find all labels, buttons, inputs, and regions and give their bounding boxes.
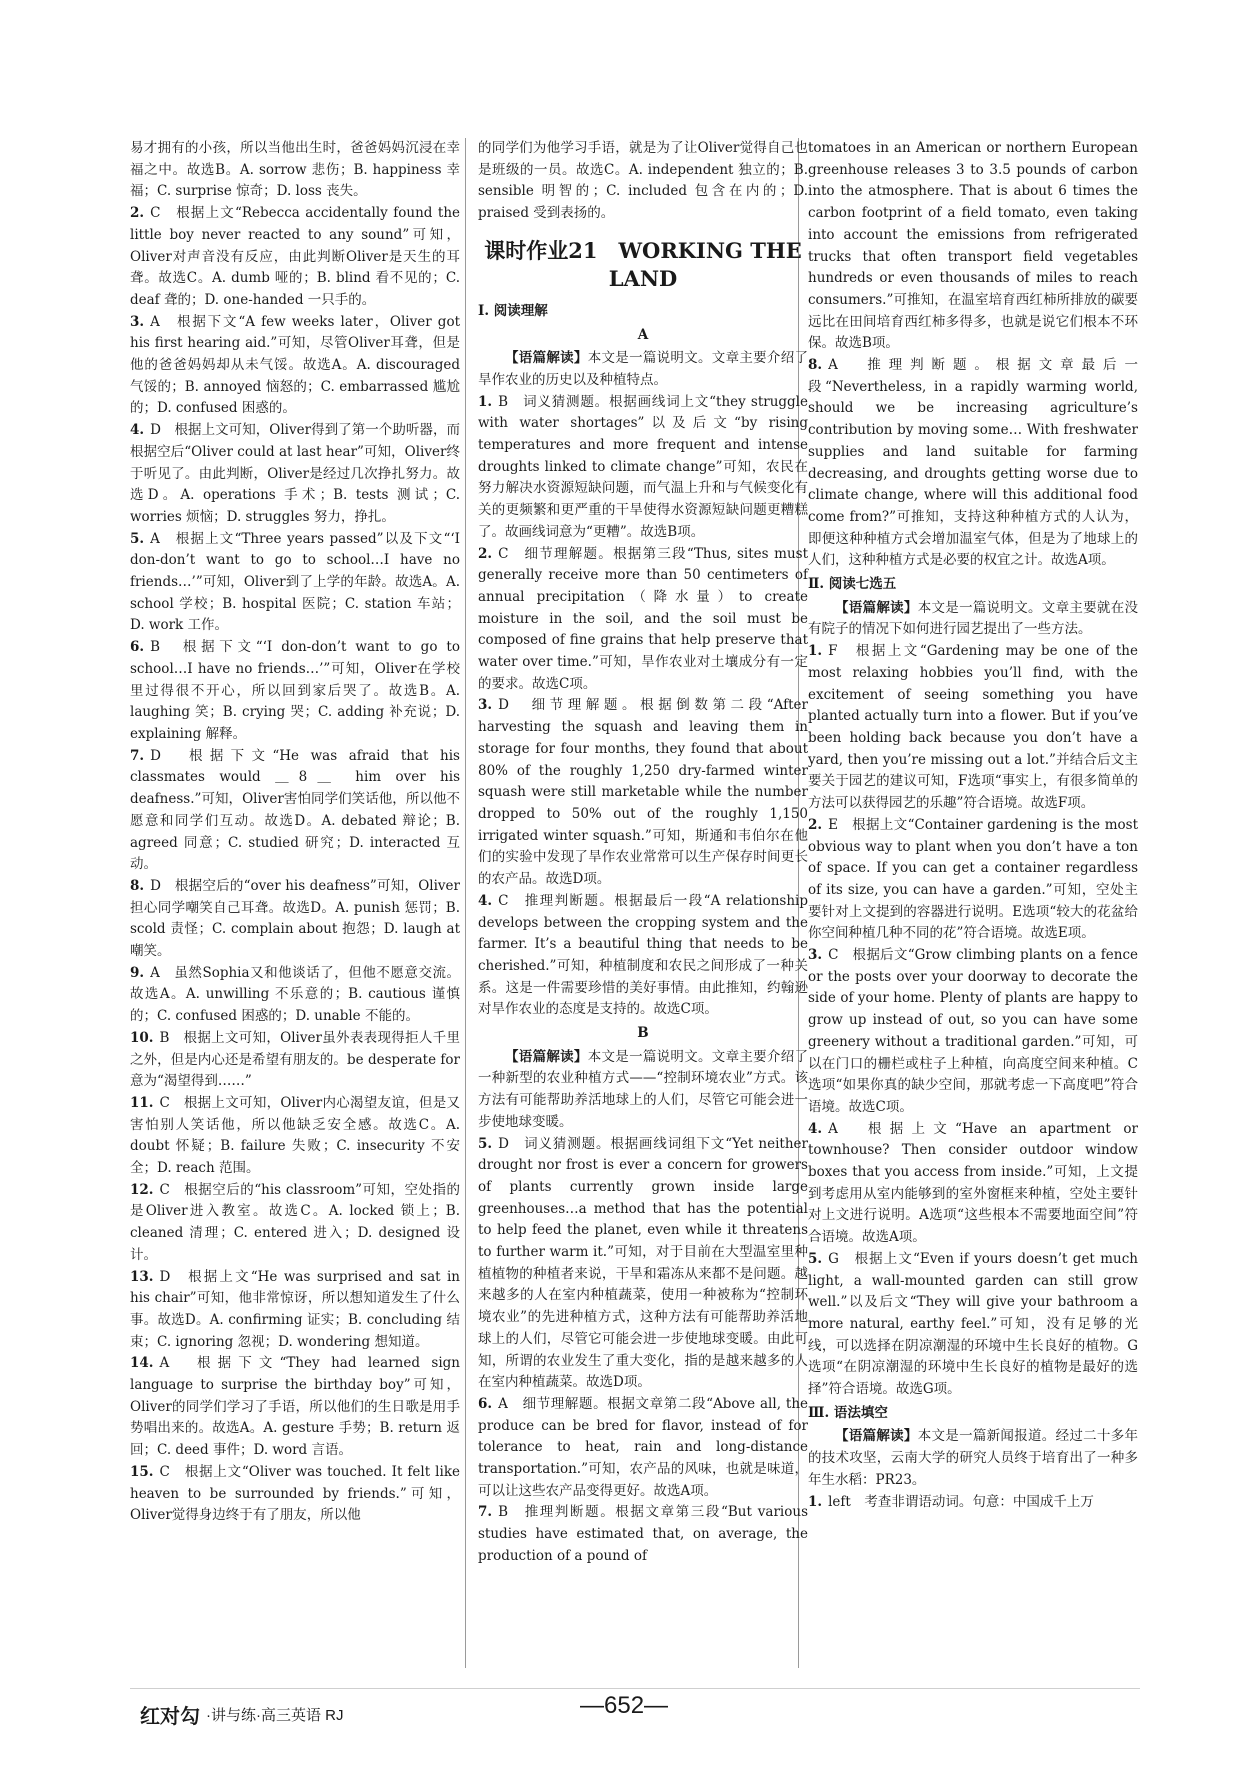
answer-explanation: B 推理判断题。根据文章第三段“But various studies have estimated that, on average, the production of a pound of [478,1504,808,1564]
answer-item [130,1267,460,1354]
answer-number: 8. [130,877,145,894]
passage-summary [808,1426,1138,1491]
answer-item [130,203,460,312]
answer-explanation: A 根据下文“They had learned sign language to surprise the birthday boy”可知，Oliver的同学们学习了手语，所以他们的生日歌是用手势唱出来的。故选A。A. gesture 手势；B. return 返回；C. deed 事件；D. word 言语。 [130,1355,460,1459]
answer-number: 7. [478,1504,493,1521]
answer-number: 1. [808,1493,823,1510]
passage-summary [478,1047,808,1134]
answer-number: 1. [478,393,493,410]
answer-explanation: E 根据上文“Container gardening is the most obvious way to plant when you don’t have a ton of space. If you can get a container regardless of its size, you can have a garden.”可知，空处主要针对上文提到的容器进行说明。E选项“较大的花盆给你空间种植几种不同的花”符合语境。故选E项。 [808,816,1138,942]
answer-explanation: B 词义猜测题。根据画线词上文“they struggle with water shortages”以及后文“by rising temperatures and more frequent and intense droughts linked to climate change”可知，农民在努力解决水资源短缺问题，而气温上升和与气候变化有关的更频繁和更严重的干旱使得水资源短缺问题更糟糕了。故画线词意为“更糟”。故选B项。 [478,393,808,540]
answer-explanation: A 推理判断题。根据文章最后一段“Nevertheless, in a rapidly warming world, should we be increasing agriculture’s contribution by moving some… With freshwater supplies and land suitable for farming decreasing, and droughts getting worse due to climate change, where will this additional food come from?”可推知，支持这种种植方式的人认为，即便这种种植方式会增加温室气体，但是为了地球上的人们，这种种植方式是必要的权宜之计。故选A项。 [808,357,1138,569]
answer-explanation: F 根据上文“Gardening may be one of the most relaxing hobbies you’ll find, with the excitement of seeing something you have planted actually turn into a flower. But if you’ve been holding back because you don’t have a yard, then you’re missing out a lot.”并结合后文主要关于园艺的建议可知，F选项“事实上，有很多简单的方法可以获得园艺的乐趣”符合语境。故选F项。 [808,643,1138,812]
summary-tag: 【语篇解读】 [505,1048,588,1065]
summary-text: 本文是一篇说明文。文章主要介绍了一种新型的农业种植方式——“控制环境农业”方式。该方法有可能帮助养活地球上的人们，尽管它可能会进一步使地球变暖。 [478,1048,809,1130]
passage-summary [478,348,808,391]
answer-explanation: A 根据上文“Have an apartment or townhouse? Then consider outdoor window boxes that you access from inside.”可知，上文提到考虑用从室内能够到的室外窗框来种植，空处主要针对上文进行说明。A选项“这些根本不需要地面空间”符合语境。故选A项。 [808,1120,1138,1246]
answer-explanation: B 根据上文可知，Oliver虽外表表现得拒人千里之外，但是内心还是希望有朋友的。be desperate for 意为“渴望得到……” [130,1029,460,1090]
answer-explanation: C 根据空后的“his classroom”可知，空处指的是Oliver进入教室。故选C。A. locked 锁上；B. cleaned 清理；C. entered 进入；D. designed 设计。 [130,1181,460,1263]
answer-number: 2. [130,205,145,222]
passage-label: A [637,326,649,343]
section-heading: Ⅲ. 语法填空 [808,1404,888,1421]
answer-explanation: G 根据上文“Even if yours doesn’t get much light, a wall-mounted garden can still grow well.”以及后文“They will give your bathroom a more natural, earthy feel.”可知，没有足够的光线，可以选择在阴凉潮湿的环境中生长良好的植物。G选项“在阴凉潮湿的环境中生长良好的植物是最好的选择”符合语境。故选G项。 [808,1250,1138,1398]
answer-explanation: D 根据下文“He was afraid that his classmates would ＿8＿ him over his deafness.”可知，Oliver害怕同学们笑话他，所以他不愿意和同学们互动。故选D。A. debated 辩论；B. agreed 同意；C. studied 研究；D. interacted 互动。 [130,747,460,873]
answer-item [478,392,808,544]
answer-explanation: D 根据上文可知，Oliver得到了第一个助听器，而根据空后“Oliver could at last hear”可知，Oliver终于听见了。由此判断，Oliver是经过几次挣扎努力。故选D。A. operations 手术；B. tests 测试；C. worries 烦恼；D. struggles 努力，挣扎。 [130,422,460,525]
answer-number: 14. [130,1355,154,1372]
answer-number: 3. [478,697,493,714]
answer-explanation: A 细节理解题。根据文章第二段“Above all, the produce can be bred for flavor, instead of for tolerance to heat, rain and long-distance transportation.”可知，农产品的风味，也就是味道，可以让这些农产品变得更好。故选A项。 [478,1395,808,1499]
answer-number: 11. [130,1094,154,1111]
answer-explanation: C 根据上文“Rebecca accidentally found the little boy never reacted to any sound”可知，Oliver对声音没有反应，由此判断Oliver是天生的耳聋。故选C。A. dumb 哑的；B. blind 看不见的；C. deaf 聋的；D. one-handed 一只手的。 [130,205,460,308]
answer-item [808,945,1138,1119]
answer-number: 8. [808,357,823,374]
page-footer [140,1700,344,1729]
section-heading: Ⅰ. 阅读理解 [478,302,548,319]
answer-item [478,544,808,696]
summary-tag: 【语篇解读】 [505,350,588,367]
answer-explanation: C 细节理解题。根据第三段“Thus, sites must generally receive more than 50 centimeters of annual precipitation（降水量）to create moisture in the soil, and the soil must be composed of fine grains that help preserve that water over time.”可知，旱作农业对土壤成分有一定的要求。故选C项。 [478,545,808,692]
answer-item [130,529,460,638]
answer-explanation: D 根据空后的“over his deafness”可知，Oliver担心同学嘲笑自己耳聋。故选D。A. punish 惩罚；B. scold 责怪；C. complain about 抱怨；D. laugh at 嘲笑。 [130,877,460,960]
answer-item [808,1119,1138,1249]
answer-item [478,1394,808,1503]
answer-item [130,746,460,876]
answer-number: 13. [130,1268,154,1285]
answer-explanation: B 根据下文“‘I don-don’t want to go to school…I have no friends…’”可知，Oliver在学校里过得很不开心，所以回到家后哭了。故选B。A. laughing 笑；B. crying 哭；C. adding 补充说；D. explaining 解释。 [130,639,460,742]
answer-item [478,695,808,890]
answer-number: 9. [130,964,145,981]
answer-number: 2. [808,816,823,833]
answer-explanation: A 根据上文“Three years passed”以及下文“‘I don-don’t want to go to school…I have no friends…’”可知，Oliver到了上学的年龄。故选A。A. school 学校；B. hospital 医院；C. station 车站；D. work 工作。 [130,530,460,634]
series-title: ·讲与练·高三英语 RJ [206,1707,344,1724]
answer-number: 4. [478,892,493,909]
answer-item [130,876,460,963]
answer-number: 5. [478,1135,493,1152]
page-number: —652— [580,1692,669,1719]
continued-text: tomatoes in an American or northern European greenhouse releases 3 to 3.5 pounds of carbon into the atmosphere. That is about 6 times the carbon footprint of a field tomato, even taking into account the emissions from refrigerated trucks that often transport field vegetables hundreds or even thousands of miles to reach consumers.”可推知，在温室培育西红柿所排放的碳要远比在田间培育西红柿多得多，也就是说它们根本不环保。故选B项。 [808,140,1138,352]
answer-explanation: C 根据上文“Oliver was touched. It felt like heaven to be surrounded by friends.”可知，Oliver觉得身边终于有了朋友，所以他 [130,1463,460,1524]
answer-item [130,963,460,1028]
answer-explanation: left 考查非谓语动词。句意：中国成千上万 [828,1493,1094,1510]
answer-explanation: C 根据上文可知，Oliver内心渴望友谊，但是又害怕别人笑话他，所以他缺乏安全感。故选C。A. doubt 怀疑；B. failure 失败；C. insecurity 不安全；D. reach 范围。 [130,1094,460,1177]
answer-number: 3. [808,947,823,964]
summary-text: 本文是一篇说明文。文章主要介绍了旱作农业的历史以及种植特点。 [478,350,809,388]
continued-text: 易才拥有的小孩，所以当他出生时，爸爸妈妈沉浸在幸福之中。故选B。A. sorrow 悲伤；B. happiness 幸福；C. surprise 惊奇；D. loss 丧失。 [130,140,460,200]
answer-explanation: D 根据上文“He was surprised and sat in his chair”可知，他非常惊讶，所以想知道发生了什么事。故选D。A. confirming 证实；B. concluding 结束；C. ignoring 忽视；D. wondering 想知道。 [130,1268,460,1350]
continued-text: 的同学们为他学习手语，就是为了让Oliver觉得自己也是班级的一员。故选C。A. independent 独立的；B. sensible 明智的；C. included 包含在内的；D. praised 受到表扬的。 [478,140,808,222]
answer-item [130,637,460,746]
answer-item [130,1462,460,1527]
answer-explanation: A 虽然Sophia又和他谈话了，但他不愿意交流。故选A。A. unwilling 不乐意的；B. cautious 谨慎的；C. confused 困惑的；D. unable 不能的。 [130,964,460,1025]
answer-item [130,1353,460,1462]
answer-item [130,1093,460,1180]
footer-rule [130,1688,1140,1689]
answer-column-3 [808,138,1138,1513]
answer-item [478,891,808,1021]
answer-item [808,1249,1138,1401]
lesson-heading: 课时作业21 WORKING THE LAND [484,237,802,291]
answer-explanation: C 根据后文“Grow climbing plants on a fence or the posts over your doorway to decorate the side of your home. Plenty of plants are happy to grow up instead of out, so you can have some greenery without a traditional garden.”可知，可以在门口的栅栏或柱子上种植，向高度空间来种植。C选项“如果你真的缺少空间，那就考虑一下高度吧”符合语境。故选C项。 [808,947,1138,1115]
column-divider-1 [465,138,466,1668]
answer-item [130,1028,460,1093]
answer-number: 5. [130,530,145,547]
section-heading: Ⅱ. 阅读七选五 [808,576,897,593]
summary-text: 本文是一篇新闻报道。经过二十多年的技术攻坚，云南大学的研究人员终于培育出了一种多年生水稻：PR23。 [808,1428,1139,1488]
summary-tag: 【语篇解读】 [835,599,918,616]
answer-number: 1. [808,643,823,660]
summary-tag: 【语篇解读】 [835,1428,918,1445]
answer-number: 12. [130,1181,154,1198]
answer-number: 15. [130,1463,154,1480]
answer-item [478,1502,808,1567]
answer-explanation: C 推理判断题。根据最后一段“A relationship develops between the cropping system and the farmer. It’s a beautiful thing that needs to be cherished.”可知，种植制度和农民之间形成了一种关系。这是一件需要珍惜的美好事情。由此推知，约翰逊对旱作农业的态度是支持的。故选C项。 [478,892,808,1018]
answer-number: 3. [130,313,145,330]
answer-column-2 [478,138,808,1568]
answer-item [808,641,1138,815]
answer-item [130,420,460,529]
answer-item [808,815,1138,945]
answer-column-1 [130,138,460,1527]
answer-explanation: D 词义猜测题。根据画线词组下文“Yet neither drought nor frost is ever a concern for growers of plants currently grown inside large greenhouses…a method that has the potential to help feed the planet, even while it threatens to further warm it.”可知，对于目前在大型温室里种植植物的种植者来说，干旱和霜冻从来都不是问题。越来越多的人在室内种植蔬菜，使用一种被称为“控制环境农业”的先进种植方式，这种方法有可能帮助养活地球上的人们，尽管它可能会进一步使地球变暖。由此可知，所谓的农业发生了重大变化，指的是越来越多的人在室内种植蔬菜。故选D项。 [478,1135,808,1391]
answer-item [808,1492,1138,1514]
answer-number: 6. [478,1395,493,1412]
passage-summary [808,598,1138,641]
summary-text: 本文是一篇说明文。文章主要就在没有院子的情况下如何进行园艺提出了一些方法。 [808,599,1139,638]
answer-item [130,1180,460,1267]
answer-number: 2. [478,545,493,562]
answer-explanation: A 根据下文“A few weeks later，Oliver got his first hearing aid.”可知，尽管Oliver耳聋，但是他的爸爸妈妈却从未气馁。故选A。A. discouraged 气馁的；B. annoyed 恼怒的；C. embarrassed 尴尬的；D. confused 困惑的。 [130,313,460,417]
passage-label: B [637,1025,649,1042]
answer-item [130,312,460,421]
answer-number: 7. [130,747,145,764]
answer-number: 6. [130,639,145,656]
answer-item [808,355,1138,572]
answer-number: 4. [130,422,145,439]
answer-number: 5. [808,1250,823,1267]
answer-explanation: D 细节理解题。根据倒数第二段“After harvesting the squash and leaving them in storage for four months, they found that about 80% of the roughly 1,250 dry-farmed winter squash were still marketable while the number dropped to 50% out of the roughly 1,150 irrigated winter squash.”可知，斯通和韦伯尔在他们的实验中发现了旱作农业常常可以生产保存时间更长的农产品。故选D项。 [478,697,808,888]
answer-number: 10. [130,1029,154,1046]
answer-number: 4. [808,1120,823,1137]
answer-item [478,1134,808,1394]
brand-logo: 红对勾 [140,1704,200,1728]
